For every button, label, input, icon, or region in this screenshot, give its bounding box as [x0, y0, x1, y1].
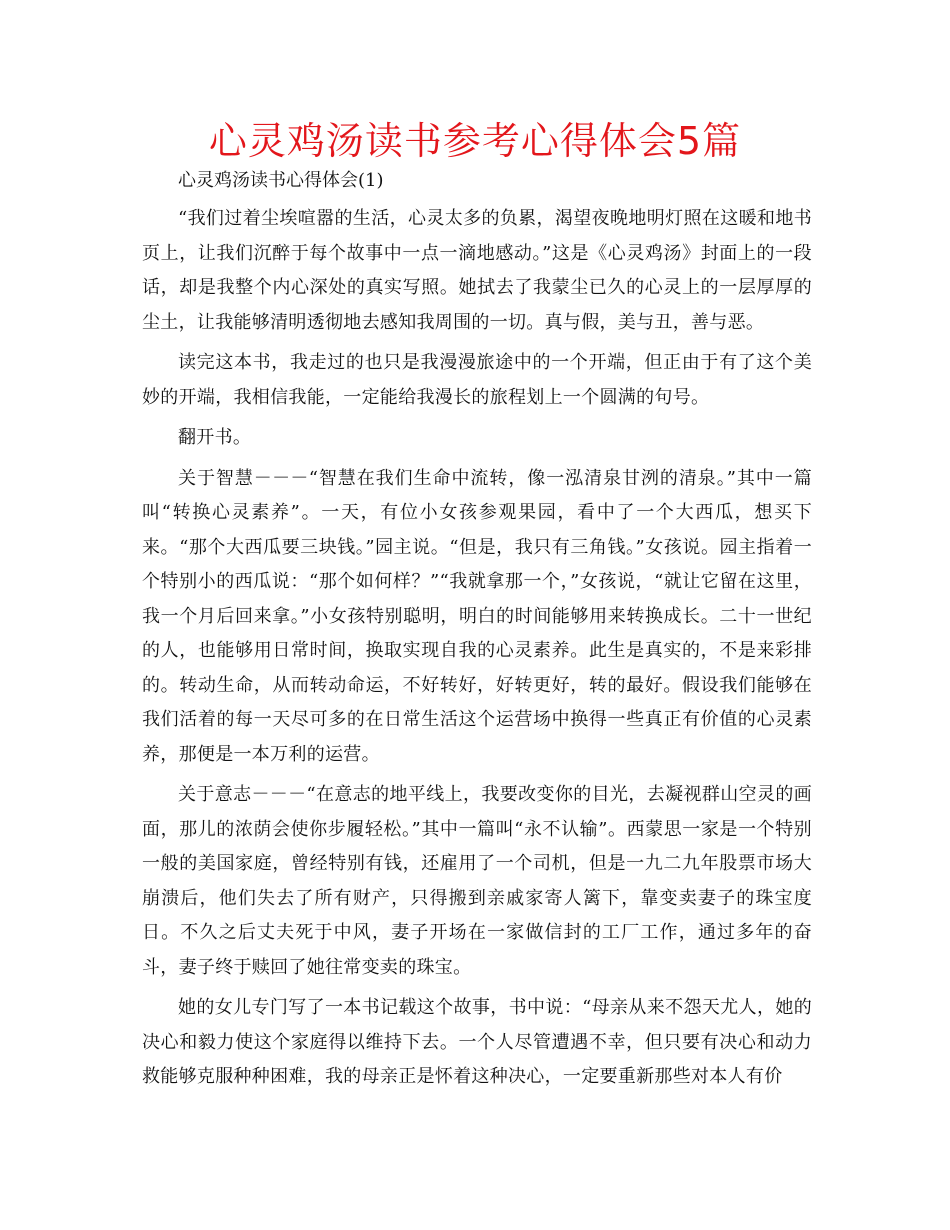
document-body: [142, 168, 812, 1095]
paragraph: 她的女儿专门写了一本书记载这个故事，书中说：“母亲从来不怨天尤人，她的决心和毅力使这个家庭得以维持下去。一个人尽管遭遇不幸，但只要有决心和动力救能够克服种种困难，我的母亲正是怀着这种决心，一定要重新那些对本人有价: [142, 997, 812, 1087]
paragraph: 关于意志－－－“在意志的地平线上，我要改变你的目光，去凝视群山空灵的画面，那儿的浓荫会使你步履轻松。”其中一篇叫“永不认输”。西蒙思一家是一个特别一般的美国家庭，曾经特别有钱，还雇用了一个司机，但是一九二九年股票市场大崩溃后，他们失去了所有财产，只得搬到亲戚家寄人篱下，靠变卖妻子的珠宝度日。不久之后丈夫死于中风，妻子开场在一家做信封的工厂工作，通过多年的奋斗，妻子终于赎回了她往常变卖的珠宝。: [142, 784, 812, 978]
paragraph: 读完这本书，我走过的也只是我漫漫旅途中的一个开端，但正由于有了这个美妙的开端，我相信我能，一定能给我漫长的旅程划上一个圆满的句号。: [142, 352, 812, 408]
section-subtitle: 心灵鸡汤读书心得体会(1): [178, 170, 384, 191]
paragraph: “我们过着尘埃喧嚣的生活，心灵太多的负累，渴望夜晚地明灯照在这暖和地书页上，让我们沉醉于每个故事中一点一滴地感动。”这是《心灵鸡汤》封面上的一段话，却是我整个内心深处的真实写照。她拭去了我蒙尘已久的心灵上的一层厚厚的尘土，让我能够清明透彻地去感知我周围的一切。真与假，美与丑，善与恶。: [142, 208, 812, 333]
paragraph: 关于智慧－－－“智慧在我们生命中流转，像一泓清泉甘洌的清泉。”其中一篇叫“转换心灵素养”。一天，有位小女孩参观果园，看中了一个大西瓜，想买下来。“那个大西瓜要三块钱。”园主说。“但是，我只有三角钱。”女孩说。园主指着一个特别小的西瓜说：“那个如何样？”“我就拿那一个，”女孩说，“就让它留在这里，我一个月后回来拿。”小女孩特别聪明，明白的时间能够用来转换成长。二十一世纪的人，也能够用日常时间，换取实现自我的心灵素养。此生是真实的，不是来彩排的。转动生命，从而转动命运，不好转好，好转更好，转的最好。假设我们能够在我们活着的每一天尽可多的在日常生活这个运营场中换得一些真正有价值的心灵素养，那便是一本万利的运营。: [142, 467, 812, 765]
paragraph: 翻开书。: [178, 427, 252, 448]
document-title: 心灵鸡汤读书参考心得体会5篇: [208, 119, 742, 163]
